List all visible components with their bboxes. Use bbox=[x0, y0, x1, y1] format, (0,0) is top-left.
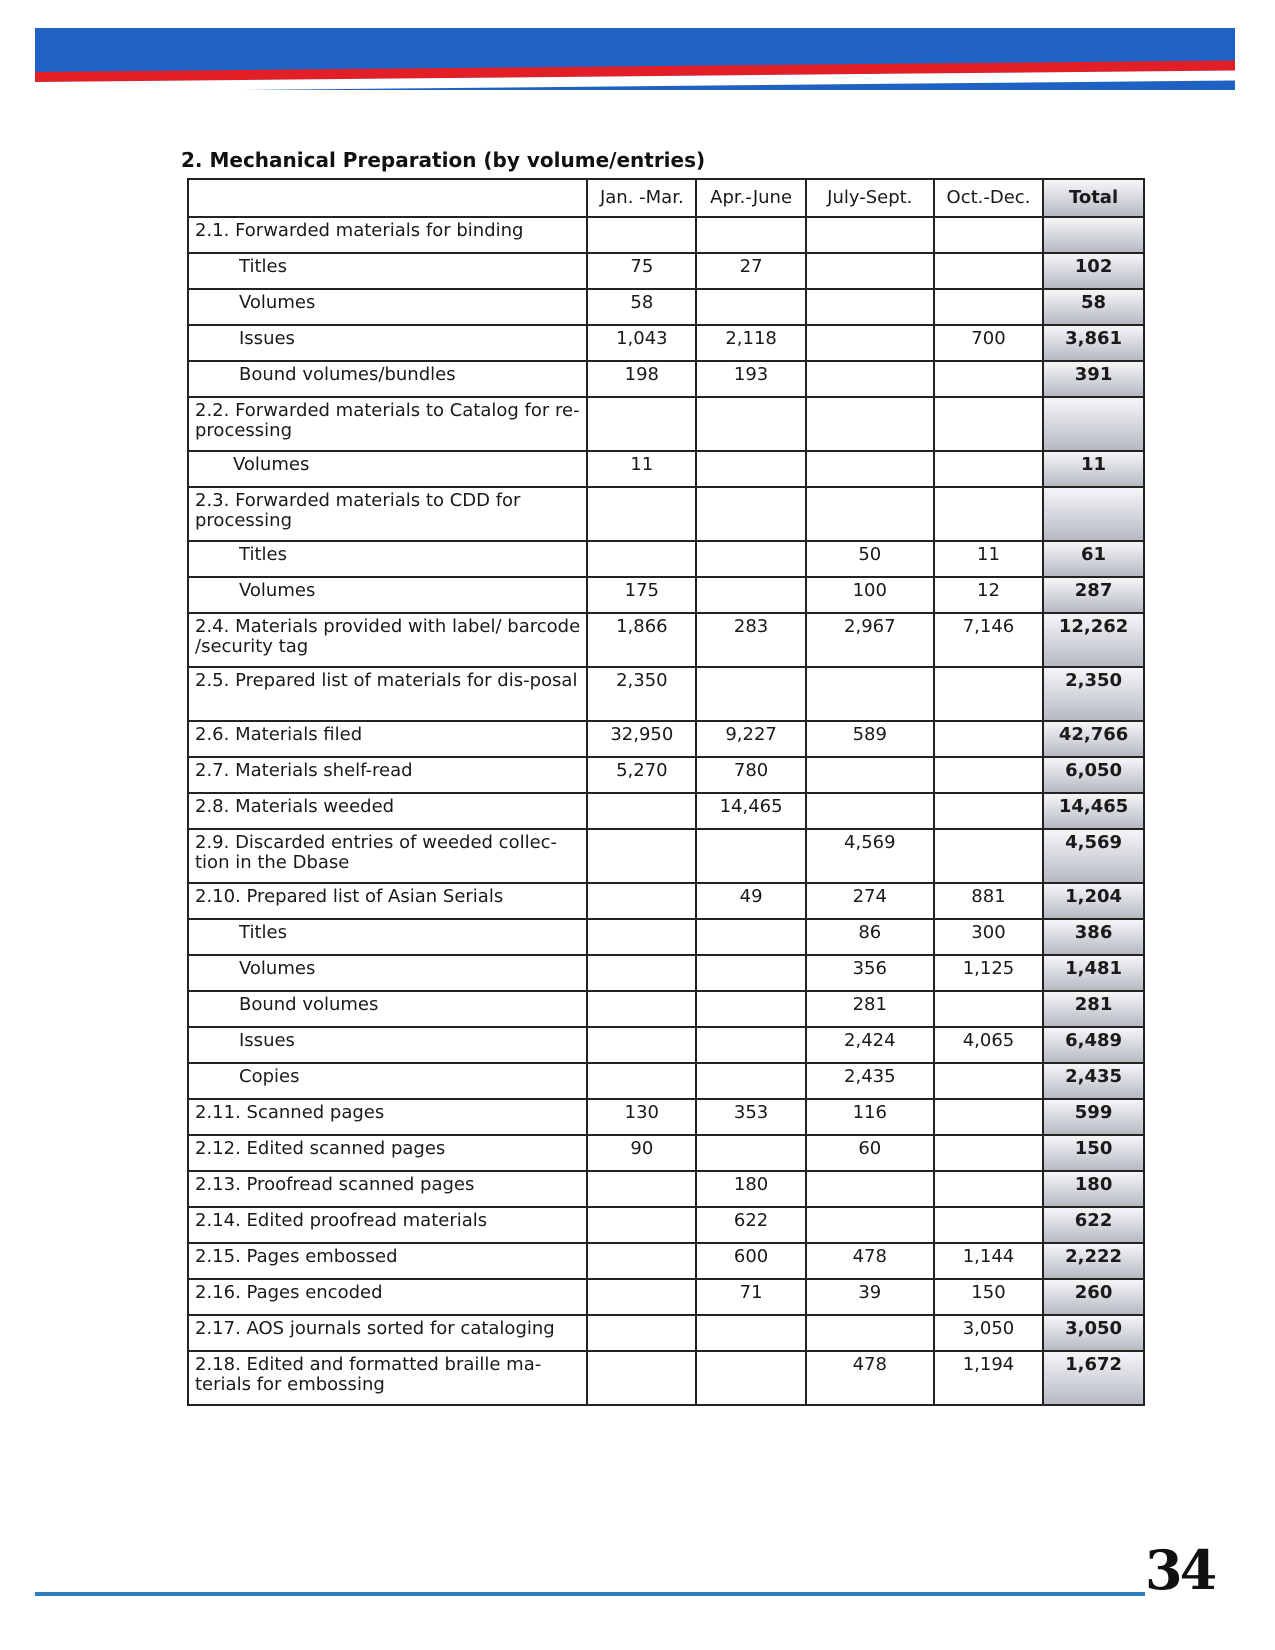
table-row bbox=[188, 217, 1144, 253]
jan-mar-cell bbox=[587, 217, 696, 253]
row-label-cell: 2.7. Materials shelf-read bbox=[188, 757, 587, 793]
table-row bbox=[188, 541, 1144, 577]
apr-june-cell bbox=[696, 955, 805, 991]
apr-june-cell: 71 bbox=[696, 1279, 805, 1315]
apr-june-cell bbox=[696, 217, 805, 253]
row-label-cell: 2.10. Prepared list of Asian Serials bbox=[188, 883, 587, 919]
total-cell: 61 bbox=[1043, 541, 1144, 577]
mechanical-preparation-table bbox=[187, 178, 1145, 1406]
jan-mar-cell: 32,950 bbox=[587, 721, 696, 757]
table-row bbox=[188, 1099, 1144, 1135]
apr-june-cell bbox=[696, 1027, 805, 1063]
july-sept-cell bbox=[806, 217, 934, 253]
apr-june-cell bbox=[696, 541, 805, 577]
total-cell: 260 bbox=[1043, 1279, 1144, 1315]
table-row bbox=[188, 919, 1144, 955]
jan-mar-cell: 198 bbox=[587, 361, 696, 397]
july-sept-cell: 2,967 bbox=[806, 613, 934, 667]
apr-june-cell bbox=[696, 451, 805, 487]
jan-mar-cell bbox=[587, 1243, 696, 1279]
july-sept-cell bbox=[806, 325, 934, 361]
header-cell-q2: Apr.-June bbox=[696, 179, 805, 217]
total-cell: 2,350 bbox=[1043, 667, 1144, 721]
oct-dec-cell bbox=[934, 793, 1043, 829]
header-cell-q3: July-Sept. bbox=[806, 179, 934, 217]
total-cell: 1,204 bbox=[1043, 883, 1144, 919]
july-sept-cell bbox=[806, 1315, 934, 1351]
jan-mar-cell bbox=[587, 1171, 696, 1207]
table-row bbox=[188, 1243, 1144, 1279]
row-label-cell: 2.13. Proofread scanned pages bbox=[188, 1171, 587, 1207]
july-sept-cell bbox=[806, 487, 934, 541]
oct-dec-cell bbox=[934, 361, 1043, 397]
jan-mar-cell: 130 bbox=[587, 1099, 696, 1135]
table-row bbox=[188, 1207, 1144, 1243]
july-sept-cell bbox=[806, 253, 934, 289]
total-cell: 12,262 bbox=[1043, 613, 1144, 667]
total-cell: 599 bbox=[1043, 1099, 1144, 1135]
oct-dec-cell: 1,125 bbox=[934, 955, 1043, 991]
oct-dec-cell bbox=[934, 1207, 1043, 1243]
row-label-cell: 2.12. Edited scanned pages bbox=[188, 1135, 587, 1171]
jan-mar-cell bbox=[587, 919, 696, 955]
table-row bbox=[188, 991, 1144, 1027]
jan-mar-cell: 11 bbox=[587, 451, 696, 487]
july-sept-cell bbox=[806, 757, 934, 793]
table-row bbox=[188, 361, 1144, 397]
july-sept-cell: 39 bbox=[806, 1279, 934, 1315]
table-body bbox=[188, 217, 1144, 1405]
oct-dec-cell: 1,144 bbox=[934, 1243, 1043, 1279]
oct-dec-cell bbox=[934, 1063, 1043, 1099]
row-label-cell: 2.2. Forwarded materials to Catalog for re-processing bbox=[188, 397, 587, 451]
oct-dec-cell bbox=[934, 397, 1043, 451]
jan-mar-cell bbox=[587, 1279, 696, 1315]
oct-dec-cell: 300 bbox=[934, 919, 1043, 955]
jan-mar-cell bbox=[587, 1063, 696, 1099]
apr-june-cell: 9,227 bbox=[696, 721, 805, 757]
header-cell-q1: Jan. -Mar. bbox=[587, 179, 696, 217]
total-cell: 281 bbox=[1043, 991, 1144, 1027]
total-cell bbox=[1043, 217, 1144, 253]
oct-dec-cell: 881 bbox=[934, 883, 1043, 919]
table-row bbox=[188, 487, 1144, 541]
row-label-cell: Titles bbox=[188, 541, 587, 577]
row-label-cell: 2.18. Edited and formatted braille ma-terials for embossing bbox=[188, 1351, 587, 1405]
total-cell: 3,861 bbox=[1043, 325, 1144, 361]
oct-dec-cell: 150 bbox=[934, 1279, 1043, 1315]
total-cell: 391 bbox=[1043, 361, 1144, 397]
jan-mar-cell: 75 bbox=[587, 253, 696, 289]
oct-dec-cell: 1,194 bbox=[934, 1351, 1043, 1405]
total-cell: 58 bbox=[1043, 289, 1144, 325]
apr-june-cell: 600 bbox=[696, 1243, 805, 1279]
header-cell-q4: Oct.-Dec. bbox=[934, 179, 1043, 217]
table-row bbox=[188, 577, 1144, 613]
total-cell: 2,222 bbox=[1043, 1243, 1144, 1279]
row-label-cell: Volumes bbox=[188, 451, 587, 487]
row-label-cell: 2.15. Pages embossed bbox=[188, 1243, 587, 1279]
oct-dec-cell: 7,146 bbox=[934, 613, 1043, 667]
row-label-cell: 2.11. Scanned pages bbox=[188, 1099, 587, 1135]
page-number: 34 bbox=[1145, 1538, 1215, 1602]
apr-june-cell bbox=[696, 829, 805, 883]
apr-june-cell bbox=[696, 1063, 805, 1099]
july-sept-cell: 356 bbox=[806, 955, 934, 991]
row-label-cell: Volumes bbox=[188, 955, 587, 991]
total-cell: 622 bbox=[1043, 1207, 1144, 1243]
row-label-cell: Issues bbox=[188, 1027, 587, 1063]
total-cell: 42,766 bbox=[1043, 721, 1144, 757]
table-header-row bbox=[188, 179, 1144, 217]
july-sept-cell bbox=[806, 289, 934, 325]
jan-mar-cell: 90 bbox=[587, 1135, 696, 1171]
apr-june-cell: 14,465 bbox=[696, 793, 805, 829]
jan-mar-cell bbox=[587, 1351, 696, 1405]
table-row bbox=[188, 721, 1144, 757]
jan-mar-cell bbox=[587, 793, 696, 829]
row-label-cell: 2.16. Pages encoded bbox=[188, 1279, 587, 1315]
oct-dec-cell: 700 bbox=[934, 325, 1043, 361]
jan-mar-cell bbox=[587, 1027, 696, 1063]
row-label-cell: Volumes bbox=[188, 577, 587, 613]
total-cell: 6,050 bbox=[1043, 757, 1144, 793]
apr-june-cell bbox=[696, 487, 805, 541]
total-cell: 386 bbox=[1043, 919, 1144, 955]
july-sept-cell bbox=[806, 667, 934, 721]
row-label-cell: Bound volumes bbox=[188, 991, 587, 1027]
row-label-cell: Titles bbox=[188, 919, 587, 955]
oct-dec-cell: 11 bbox=[934, 541, 1043, 577]
jan-mar-cell: 58 bbox=[587, 289, 696, 325]
oct-dec-cell: 12 bbox=[934, 577, 1043, 613]
table-row bbox=[188, 289, 1144, 325]
jan-mar-cell bbox=[587, 829, 696, 883]
oct-dec-cell bbox=[934, 991, 1043, 1027]
apr-june-cell bbox=[696, 991, 805, 1027]
apr-june-cell: 49 bbox=[696, 883, 805, 919]
july-sept-cell: 100 bbox=[806, 577, 934, 613]
jan-mar-cell: 5,270 bbox=[587, 757, 696, 793]
table-row bbox=[188, 1351, 1144, 1405]
jan-mar-cell bbox=[587, 883, 696, 919]
oct-dec-cell bbox=[934, 1099, 1043, 1135]
july-sept-cell: 50 bbox=[806, 541, 934, 577]
row-label-cell: Copies bbox=[188, 1063, 587, 1099]
oct-dec-cell bbox=[934, 721, 1043, 757]
jan-mar-cell bbox=[587, 487, 696, 541]
table-row bbox=[188, 253, 1144, 289]
apr-june-cell bbox=[696, 397, 805, 451]
july-sept-cell bbox=[806, 1171, 934, 1207]
oct-dec-cell: 3,050 bbox=[934, 1315, 1043, 1351]
oct-dec-cell: 4,065 bbox=[934, 1027, 1043, 1063]
total-cell: 150 bbox=[1043, 1135, 1144, 1171]
oct-dec-cell bbox=[934, 1171, 1043, 1207]
table-row bbox=[188, 1315, 1144, 1351]
oct-dec-cell bbox=[934, 217, 1043, 253]
total-cell: 11 bbox=[1043, 451, 1144, 487]
oct-dec-cell bbox=[934, 289, 1043, 325]
oct-dec-cell bbox=[934, 487, 1043, 541]
oct-dec-cell bbox=[934, 829, 1043, 883]
apr-june-cell bbox=[696, 1315, 805, 1351]
total-cell: 4,569 bbox=[1043, 829, 1144, 883]
row-label-cell: Volumes bbox=[188, 289, 587, 325]
total-cell: 180 bbox=[1043, 1171, 1144, 1207]
table-row bbox=[188, 1027, 1144, 1063]
total-cell: 102 bbox=[1043, 253, 1144, 289]
footer-rule bbox=[35, 1592, 1145, 1596]
apr-june-cell bbox=[696, 919, 805, 955]
total-cell: 287 bbox=[1043, 577, 1144, 613]
row-label-cell: 2.5. Prepared list of materials for dis-posal bbox=[188, 667, 587, 721]
july-sept-cell: 478 bbox=[806, 1351, 934, 1405]
table-row bbox=[188, 829, 1144, 883]
table-row bbox=[188, 1063, 1144, 1099]
table-row bbox=[188, 613, 1144, 667]
total-cell: 3,050 bbox=[1043, 1315, 1144, 1351]
row-label-cell: 2.6. Materials filed bbox=[188, 721, 587, 757]
july-sept-cell bbox=[806, 1207, 934, 1243]
apr-june-cell: 780 bbox=[696, 757, 805, 793]
table-row bbox=[188, 667, 1144, 721]
july-sept-cell: 2,424 bbox=[806, 1027, 934, 1063]
row-label-cell: Titles bbox=[188, 253, 587, 289]
jan-mar-cell bbox=[587, 955, 696, 991]
oct-dec-cell bbox=[934, 667, 1043, 721]
jan-mar-cell: 1,043 bbox=[587, 325, 696, 361]
table-row bbox=[188, 883, 1144, 919]
oct-dec-cell bbox=[934, 253, 1043, 289]
header-color-band bbox=[35, 28, 1235, 90]
row-label-cell: 2.9. Discarded entries of weeded collec-tion in the Dbase bbox=[188, 829, 587, 883]
section-title: 2. Mechanical Preparation (by volume/entries) bbox=[181, 148, 706, 172]
total-cell: 6,489 bbox=[1043, 1027, 1144, 1063]
total-cell: 1,481 bbox=[1043, 955, 1144, 991]
oct-dec-cell bbox=[934, 757, 1043, 793]
july-sept-cell: 589 bbox=[806, 721, 934, 757]
jan-mar-cell bbox=[587, 397, 696, 451]
jan-mar-cell bbox=[587, 1315, 696, 1351]
row-label-cell: 2.17. AOS journals sorted for cataloging bbox=[188, 1315, 587, 1351]
july-sept-cell: 4,569 bbox=[806, 829, 934, 883]
row-label-cell: 2.1. Forwarded materials for binding bbox=[188, 217, 587, 253]
row-label-cell: 2.14. Edited proofread materials bbox=[188, 1207, 587, 1243]
total-cell: 1,672 bbox=[1043, 1351, 1144, 1405]
july-sept-cell: 281 bbox=[806, 991, 934, 1027]
table-row bbox=[188, 451, 1144, 487]
apr-june-cell: 622 bbox=[696, 1207, 805, 1243]
table-row bbox=[188, 793, 1144, 829]
jan-mar-cell bbox=[587, 991, 696, 1027]
oct-dec-cell bbox=[934, 1135, 1043, 1171]
table-row bbox=[188, 757, 1144, 793]
apr-june-cell: 27 bbox=[696, 253, 805, 289]
apr-june-cell: 180 bbox=[696, 1171, 805, 1207]
row-label-cell: 2.8. Materials weeded bbox=[188, 793, 587, 829]
july-sept-cell: 478 bbox=[806, 1243, 934, 1279]
jan-mar-cell: 2,350 bbox=[587, 667, 696, 721]
table-row bbox=[188, 1135, 1144, 1171]
row-label-cell: Bound volumes/bundles bbox=[188, 361, 587, 397]
header-cell-item bbox=[188, 179, 587, 217]
header-cell-total: Total bbox=[1043, 179, 1144, 217]
apr-june-cell bbox=[696, 1351, 805, 1405]
row-label-cell: Issues bbox=[188, 325, 587, 361]
table-row bbox=[188, 1279, 1144, 1315]
july-sept-cell: 116 bbox=[806, 1099, 934, 1135]
table-row bbox=[188, 325, 1144, 361]
july-sept-cell bbox=[806, 451, 934, 487]
table-row bbox=[188, 397, 1144, 451]
july-sept-cell bbox=[806, 793, 934, 829]
jan-mar-cell: 175 bbox=[587, 577, 696, 613]
table-row bbox=[188, 1171, 1144, 1207]
total-cell: 14,465 bbox=[1043, 793, 1144, 829]
apr-june-cell: 2,118 bbox=[696, 325, 805, 361]
apr-june-cell bbox=[696, 289, 805, 325]
july-sept-cell bbox=[806, 361, 934, 397]
apr-june-cell: 353 bbox=[696, 1099, 805, 1135]
apr-june-cell: 283 bbox=[696, 613, 805, 667]
jan-mar-cell bbox=[587, 541, 696, 577]
apr-june-cell bbox=[696, 577, 805, 613]
july-sept-cell: 274 bbox=[806, 883, 934, 919]
apr-june-cell bbox=[696, 1135, 805, 1171]
apr-june-cell: 193 bbox=[696, 361, 805, 397]
total-cell bbox=[1043, 487, 1144, 541]
table-row bbox=[188, 955, 1144, 991]
oct-dec-cell bbox=[934, 451, 1043, 487]
row-label-cell: 2.3. Forwarded materials to CDD for processing bbox=[188, 487, 587, 541]
july-sept-cell: 2,435 bbox=[806, 1063, 934, 1099]
apr-june-cell bbox=[696, 667, 805, 721]
row-label-cell: 2.4. Materials provided with label/ barcode /security tag bbox=[188, 613, 587, 667]
july-sept-cell: 60 bbox=[806, 1135, 934, 1171]
jan-mar-cell bbox=[587, 1207, 696, 1243]
total-cell bbox=[1043, 397, 1144, 451]
total-cell: 2,435 bbox=[1043, 1063, 1144, 1099]
jan-mar-cell: 1,866 bbox=[587, 613, 696, 667]
july-sept-cell bbox=[806, 397, 934, 451]
july-sept-cell: 86 bbox=[806, 919, 934, 955]
